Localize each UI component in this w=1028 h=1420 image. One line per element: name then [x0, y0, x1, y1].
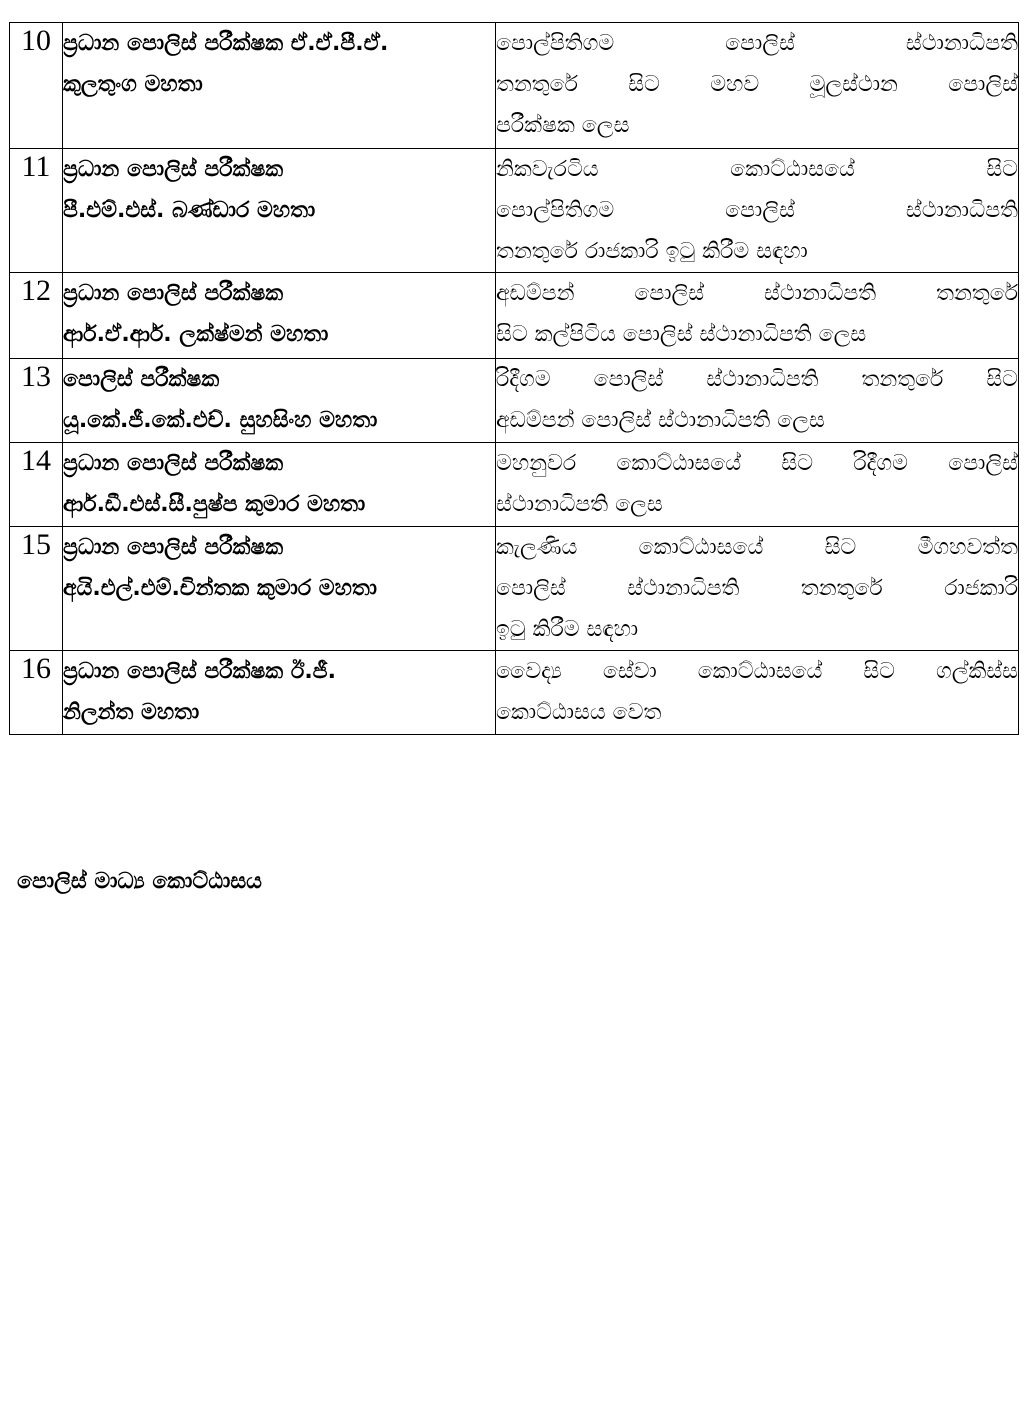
posting-line: පොලිස් ස්ථානාධිපති තනතුරේ රාජකාරි	[496, 576, 1018, 601]
posting-line: වෛද්‍ය සේවා කොට්ඨාසයේ සිට ගල්කිස්ස	[496, 659, 1018, 684]
row-number: 15	[10, 527, 63, 651]
officer-line: නිලන්ත මහතා	[63, 700, 200, 725]
posting-line: ස්ථානාධිපති ලෙස	[496, 492, 663, 517]
row-number: 13	[10, 359, 63, 443]
officer-line: යූ.කේ.ජී.කේ.එච්. සුහසිංහ මහතා	[63, 408, 378, 433]
posting-line: පොල්පිතිගම පොලිස් ස්ථානාධිපති	[496, 198, 1018, 223]
row-number: 10	[10, 23, 63, 149]
posting-details	[496, 527, 1019, 651]
posting-line: පොල්පිතිගම පොලිස් ස්ථානාධිපති	[496, 31, 1018, 56]
posting-line: පරීක්ෂක ලෙස	[496, 113, 630, 138]
posting-line: ඉටු කිරීම සඳහා	[496, 617, 639, 642]
table-row	[10, 527, 1019, 651]
table-row	[10, 651, 1019, 735]
posting-line: අඩම්පන් පොලිස් ස්ථානාධිපති තනතුරේ	[496, 281, 1018, 306]
officer-line: පොලිස් පරීක්ෂක	[63, 367, 220, 392]
officer-name	[63, 527, 496, 651]
officer-name	[63, 23, 496, 149]
row-number: 16	[10, 651, 63, 735]
table-row	[10, 273, 1019, 359]
officer-line: ප්‍රධාන පොලිස් පරීක්ෂක	[63, 157, 284, 182]
officer-name	[63, 149, 496, 273]
row-number: 14	[10, 443, 63, 527]
officer-name	[63, 273, 496, 359]
posting-line: අඩම්පන් පොලිස් ස්ථානාධිපති ලෙස	[496, 408, 825, 433]
officer-line: ප්‍රධාන පොලිස් පරීක්ෂක ඒ.ඒ.පී.ඒ.	[63, 31, 389, 56]
table-row	[10, 443, 1019, 527]
posting-line: කැලණිය කොට්ඨාසයේ සිට මීගහවත්ත	[496, 535, 1018, 560]
posting-line: රිදීගම පොලිස් ස්ථානාධිපති තනතුරේ සිට	[496, 367, 1018, 392]
posting-details	[496, 651, 1019, 735]
posting-line: නිකවැරටිය කොට්ඨාසයේ සිට	[496, 157, 1018, 182]
section-heading: පොලිස් මාධ්‍ය කොට්ඨාසය	[17, 869, 262, 894]
officer-line: ආර්.ඒ.ආර්. ලක්ෂ්මන් මහතා	[63, 322, 329, 347]
posting-line: තනතුරේ රාජකාරි ඉටු කිරීම සඳහා	[496, 239, 808, 264]
table-row	[10, 23, 1019, 149]
posting-details	[496, 149, 1019, 273]
posting-line: මහනුවර කොට්ඨාසයේ සිට රිදීගම පොලිස්	[496, 451, 1018, 476]
officer-line: ප්‍රධාන පොලිස් පරීක්ෂක	[63, 451, 284, 476]
officer-line: ප්‍රධාන පොලිස් පරීක්ෂක	[63, 281, 284, 306]
officer-line: ප්‍රධාන පොලිස් පරීක්ෂක ඊ.ජී.	[63, 659, 336, 684]
row-number: 12	[10, 273, 63, 359]
posting-line: කොට්ඨාසය වෙත	[496, 700, 662, 725]
officer-line: කුලතුංග මහතා	[63, 72, 203, 97]
table-row	[10, 359, 1019, 443]
table-row	[10, 149, 1019, 273]
posting-details	[496, 443, 1019, 527]
posting-details	[496, 273, 1019, 359]
officer-name	[63, 651, 496, 735]
row-number: 11	[10, 149, 63, 273]
posting-details	[496, 359, 1019, 443]
officer-line: ප්‍රධාන පොලිස් පරීක්ෂක	[63, 535, 284, 560]
posting-line: සිට කල්පිටිය පොලිස් ස්ථානාධිපති ලෙස	[496, 322, 867, 347]
postings-table	[9, 22, 1019, 735]
officer-name	[63, 443, 496, 527]
officer-name	[63, 359, 496, 443]
officer-line: අයි.එල්.එම්.චින්තක කුමාර මහතා	[63, 576, 378, 601]
officer-line: පී.එම්.එස්. බණ්ඩාර මහතා	[63, 198, 316, 223]
posting-details	[496, 23, 1019, 149]
officer-line: ආර්.ඩී.එස්.සී.පුෂ්ප කුමාර මහතා	[63, 492, 366, 517]
posting-line: තනතුරේ සිට මහව මූලස්ථාන පොලිස්	[496, 72, 1018, 97]
